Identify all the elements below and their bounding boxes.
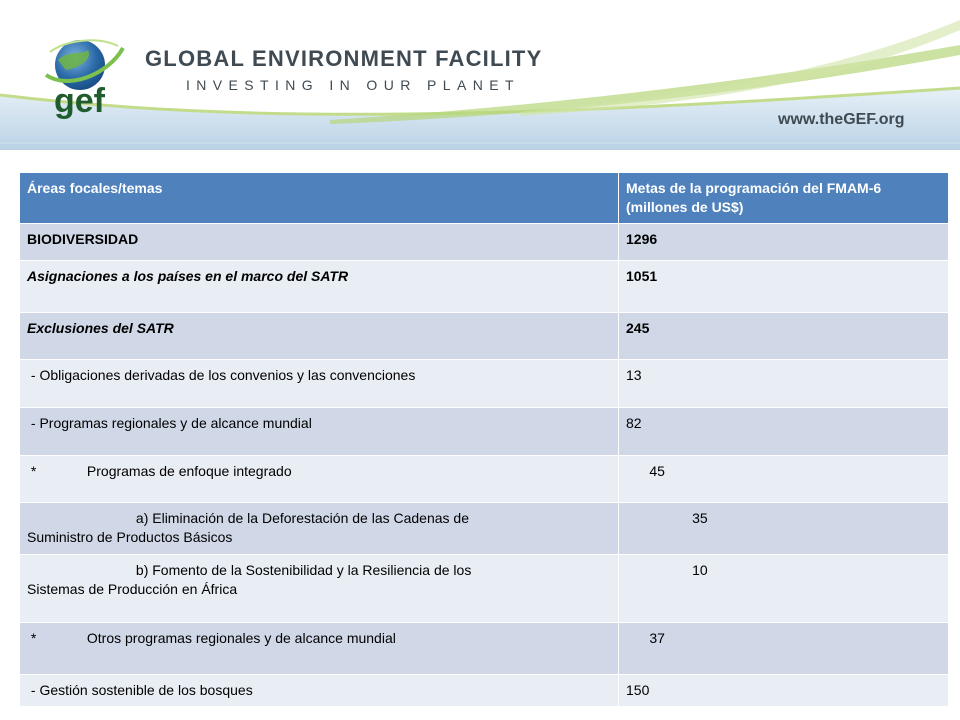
row-label-line: a) Eliminación de la Deforestación de las Cadenas de <box>27 510 469 526</box>
table-row <box>20 360 949 408</box>
slide-header <box>0 0 960 150</box>
table-row <box>20 456 949 503</box>
column-header-areas: Áreas focales/temas <box>20 173 619 224</box>
row-value: 150 <box>619 675 949 707</box>
table-row <box>20 623 949 675</box>
row-value: 37 <box>619 623 949 675</box>
row-label: * Programas de enfoque integrado <box>20 456 619 503</box>
row-label-line: Sistemas de Producción en África <box>27 581 238 597</box>
table-row <box>20 555 949 623</box>
row-label: Exclusiones del SATR <box>20 313 619 360</box>
row-label-line: Suministro de Productos Básicos <box>27 529 233 545</box>
column-header-targets: Metas de la programación del FMAM-6 (millones de US$) <box>619 173 949 224</box>
table-row <box>20 675 949 707</box>
row-label: - Programas regionales y de alcance mundial <box>20 408 619 456</box>
row-value: 13 <box>619 360 949 408</box>
row-label <box>20 555 619 623</box>
svg-text:gef: gef <box>54 82 105 120</box>
row-label: BIODIVERSIDAD <box>20 224 619 261</box>
header-tagline: INVESTING IN OUR PLANET <box>186 77 520 93</box>
row-value: 35 <box>619 503 949 555</box>
table-row <box>20 313 949 360</box>
row-value: 245 <box>619 313 949 360</box>
programming-targets-table <box>19 172 949 707</box>
website-url: www.theGEF.org <box>778 111 905 128</box>
row-value: 1051 <box>619 261 949 313</box>
row-value: 1296 <box>619 224 949 261</box>
row-value: 45 <box>619 456 949 503</box>
row-value: 82 <box>619 408 949 456</box>
row-label: Asignaciones a los países en el marco del SATR <box>20 261 619 313</box>
table-row <box>20 503 949 555</box>
table-row <box>20 224 949 261</box>
row-value: 10 <box>619 555 949 623</box>
table-row <box>20 261 949 313</box>
row-label-line: b) Fomento de la Sostenibilidad y la Resiliencia de los <box>27 562 472 578</box>
row-label: * Otros programas regionales y de alcance mundial <box>20 623 619 675</box>
table-row <box>20 408 949 456</box>
row-label: - Gestión sostenible de los bosques <box>20 675 619 707</box>
header-title: GLOBAL ENVIRONMENT FACILITY <box>145 46 543 71</box>
table-header-row <box>20 173 949 224</box>
row-label <box>20 503 619 555</box>
gef-globe-logo-icon <box>38 20 128 120</box>
row-label: - Obligaciones derivadas de los convenios y las convenciones <box>20 360 619 408</box>
